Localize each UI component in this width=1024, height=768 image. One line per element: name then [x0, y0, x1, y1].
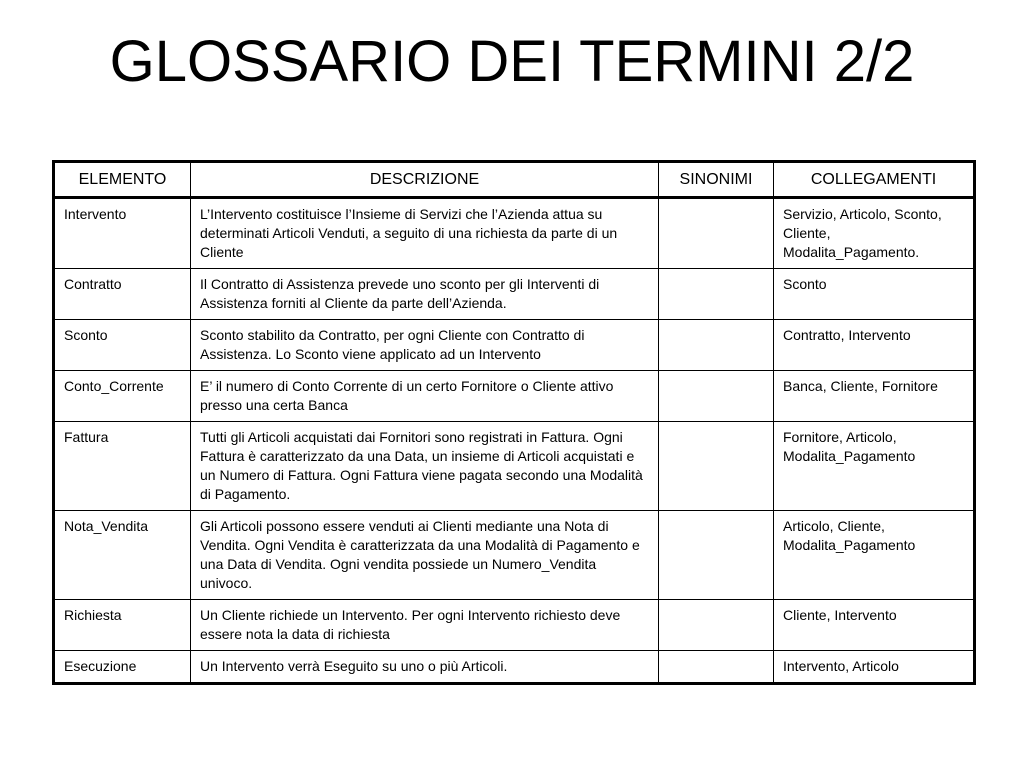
- cell-sinonimi: [659, 371, 774, 422]
- cell-descrizione: Sconto stabilito da Contratto, per ogni Cliente con Contratto di Assistenza. Lo Sconto viene applicato ad un Intervento: [191, 320, 659, 371]
- cell-sinonimi: [659, 422, 774, 511]
- table-header-row: [54, 162, 975, 198]
- cell-descrizione: Il Contratto di Assistenza prevede uno sconto per gli Interventi di Assistenza forniti al Cliente da parte dell’Azienda.: [191, 269, 659, 320]
- table-row: [54, 511, 975, 600]
- cell-collegamenti: Articolo, Cliente, Modalita_Pagamento: [774, 511, 975, 600]
- cell-descrizione: Gli Articoli possono essere venduti ai Clienti mediante una Nota di Vendita. Ogni Vendita è caratterizzata da una Modalità di Pagamento e una Data di Vendita. Ogni vendita possiede un Numero_Vendita univoco.: [191, 511, 659, 600]
- cell-elemento: Intervento: [54, 198, 191, 269]
- cell-collegamenti: Sconto: [774, 269, 975, 320]
- cell-sinonimi: [659, 198, 774, 269]
- cell-sinonimi: [659, 600, 774, 651]
- table-row: [54, 600, 975, 651]
- cell-elemento: Esecuzione: [54, 651, 191, 684]
- cell-sinonimi: [659, 269, 774, 320]
- cell-collegamenti: Contratto, Intervento: [774, 320, 975, 371]
- header-descrizione: DESCRIZIONE: [191, 162, 659, 198]
- header-elemento: ELEMENTO: [54, 162, 191, 198]
- cell-elemento: Fattura: [54, 422, 191, 511]
- cell-descrizione: E’ il numero di Conto Corrente di un certo Fornitore o Cliente attivo presso una certa Banca: [191, 371, 659, 422]
- cell-collegamenti: Cliente, Intervento: [774, 600, 975, 651]
- header-collegamenti: COLLEGAMENTI: [774, 162, 975, 198]
- cell-elemento: Contratto: [54, 269, 191, 320]
- header-sinonimi: SINONIMI: [659, 162, 774, 198]
- table-row: [54, 269, 975, 320]
- cell-elemento: Nota_Vendita: [54, 511, 191, 600]
- cell-descrizione: L’Intervento costituisce l’Insieme di Servizi che l’Azienda attua su determinati Articoli Venduti, a seguito di una richiesta da parte di un Cliente: [191, 198, 659, 269]
- cell-elemento: Richiesta: [54, 600, 191, 651]
- table-row: [54, 371, 975, 422]
- glossary-table: [52, 160, 976, 685]
- cell-collegamenti: Servizio, Articolo, Sconto, Cliente, Modalita_Pagamento.: [774, 198, 975, 269]
- cell-descrizione: Tutti gli Articoli acquistati dai Fornitori sono registrati in Fattura. Ogni Fattura è caratterizzato da una Data, un insieme di Articoli acquistati e un Numero di Fattura. Ogni Fattura viene pagata secondo una Modalità di Pagamento.: [191, 422, 659, 511]
- table-row: [54, 422, 975, 511]
- cell-sinonimi: [659, 511, 774, 600]
- cell-descrizione: Un Cliente richiede un Intervento. Per ogni Intervento richiesto deve essere nota la data di richiesta: [191, 600, 659, 651]
- table-row: [54, 320, 975, 371]
- cell-sinonimi: [659, 320, 774, 371]
- cell-sinonimi: [659, 651, 774, 684]
- cell-elemento: Conto_Corrente: [54, 371, 191, 422]
- cell-collegamenti: Intervento, Articolo: [774, 651, 975, 684]
- table-row: [54, 651, 975, 684]
- table-row: [54, 198, 975, 269]
- slide-title: GLOSSARIO DEI TERMINI 2/2: [109, 29, 915, 94]
- cell-elemento: Sconto: [54, 320, 191, 371]
- cell-collegamenti: Banca, Cliente, Fornitore: [774, 371, 975, 422]
- cell-collegamenti: Fornitore, Articolo, Modalita_Pagamento: [774, 422, 975, 511]
- cell-descrizione: Un Intervento verrà Eseguito su uno o più Articoli.: [191, 651, 659, 684]
